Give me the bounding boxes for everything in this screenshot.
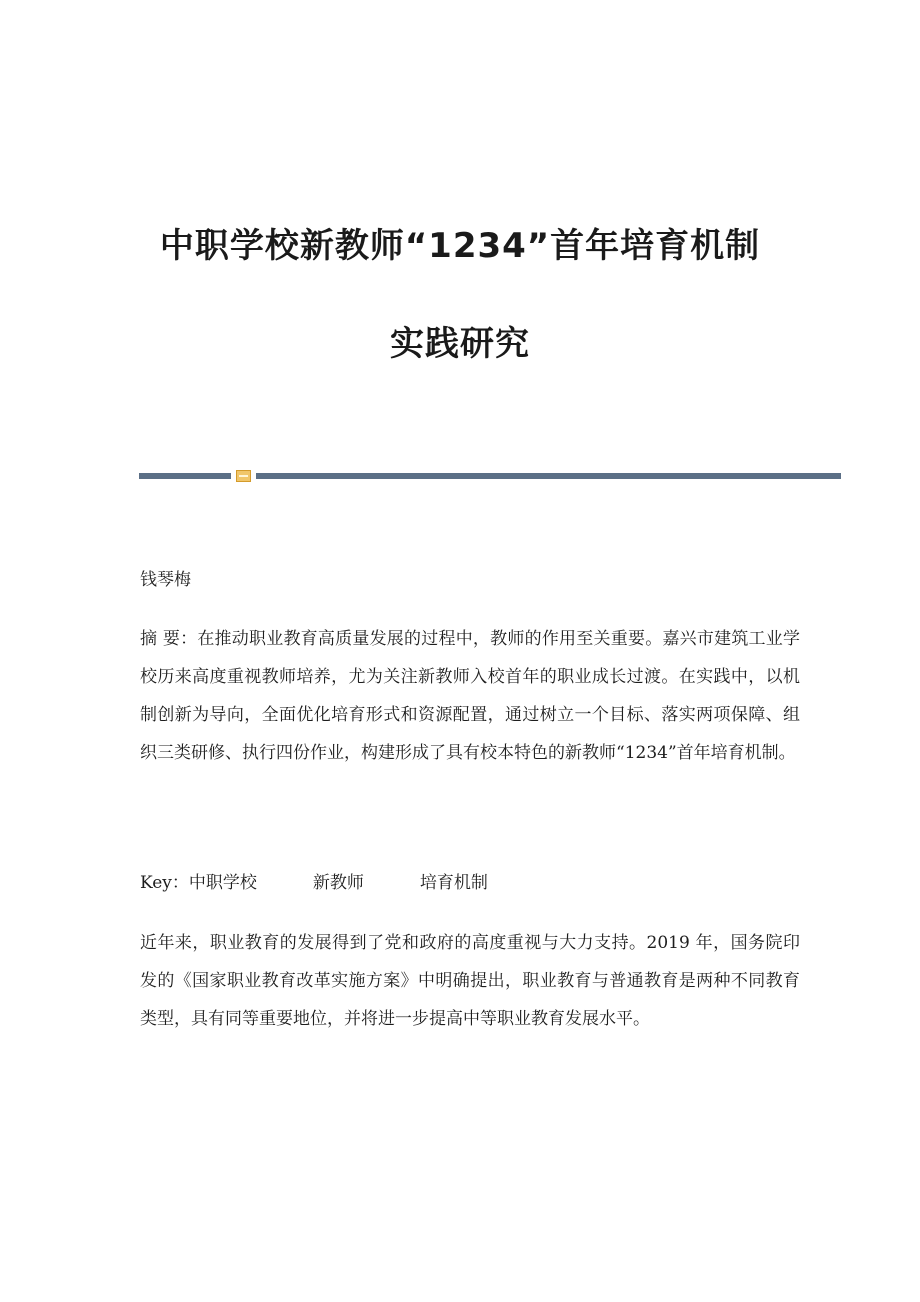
abstract-label: 摘 要： xyxy=(140,629,198,649)
keyword-item: 新教师 xyxy=(312,873,364,893)
keywords-label: Key： xyxy=(140,873,189,893)
keywords xyxy=(140,871,800,895)
document-title-line-2: 实践研究 xyxy=(390,324,530,364)
abstract xyxy=(140,620,800,772)
keyword-item: 中职学校 xyxy=(188,873,257,893)
author-name: 钱琴梅 xyxy=(140,570,191,590)
document-title-line-1: 中职学校新教师“1234”首年培育机制 xyxy=(159,226,761,266)
intro-paragraph: 近年来，职业教育的发展得到了党和政府的高度重视与大力支持。2019 年，国务院印发的《国家职业教育改革实施方案》中明确提出，职业教育与普通教育是两种不同教育类型，具有同等重要地位，并将进一步提高中等职业教育发展水平。 xyxy=(140,933,800,1029)
divider-emblem-icon xyxy=(236,470,251,482)
divider-bar-left xyxy=(139,473,231,479)
keyword-item: 培育机制 xyxy=(419,873,488,893)
title-divider xyxy=(139,470,841,482)
abstract-text: 在推动职业教育高质量发展的过程中，教师的作用至关重要。嘉兴市建筑工业学校历来高度重视教师培养，尤为关注新教师入校首年的职业成长过渡。在实践中，以机制创新为导向，全面优化培育形式和资源配置，通过树立一个目标、落实两项保障、组织三类研修、执行四份作业，构建形成了具有校本特色的新教师“1234”首年培育机制。 xyxy=(140,629,801,763)
divider-bar-right xyxy=(256,473,841,479)
